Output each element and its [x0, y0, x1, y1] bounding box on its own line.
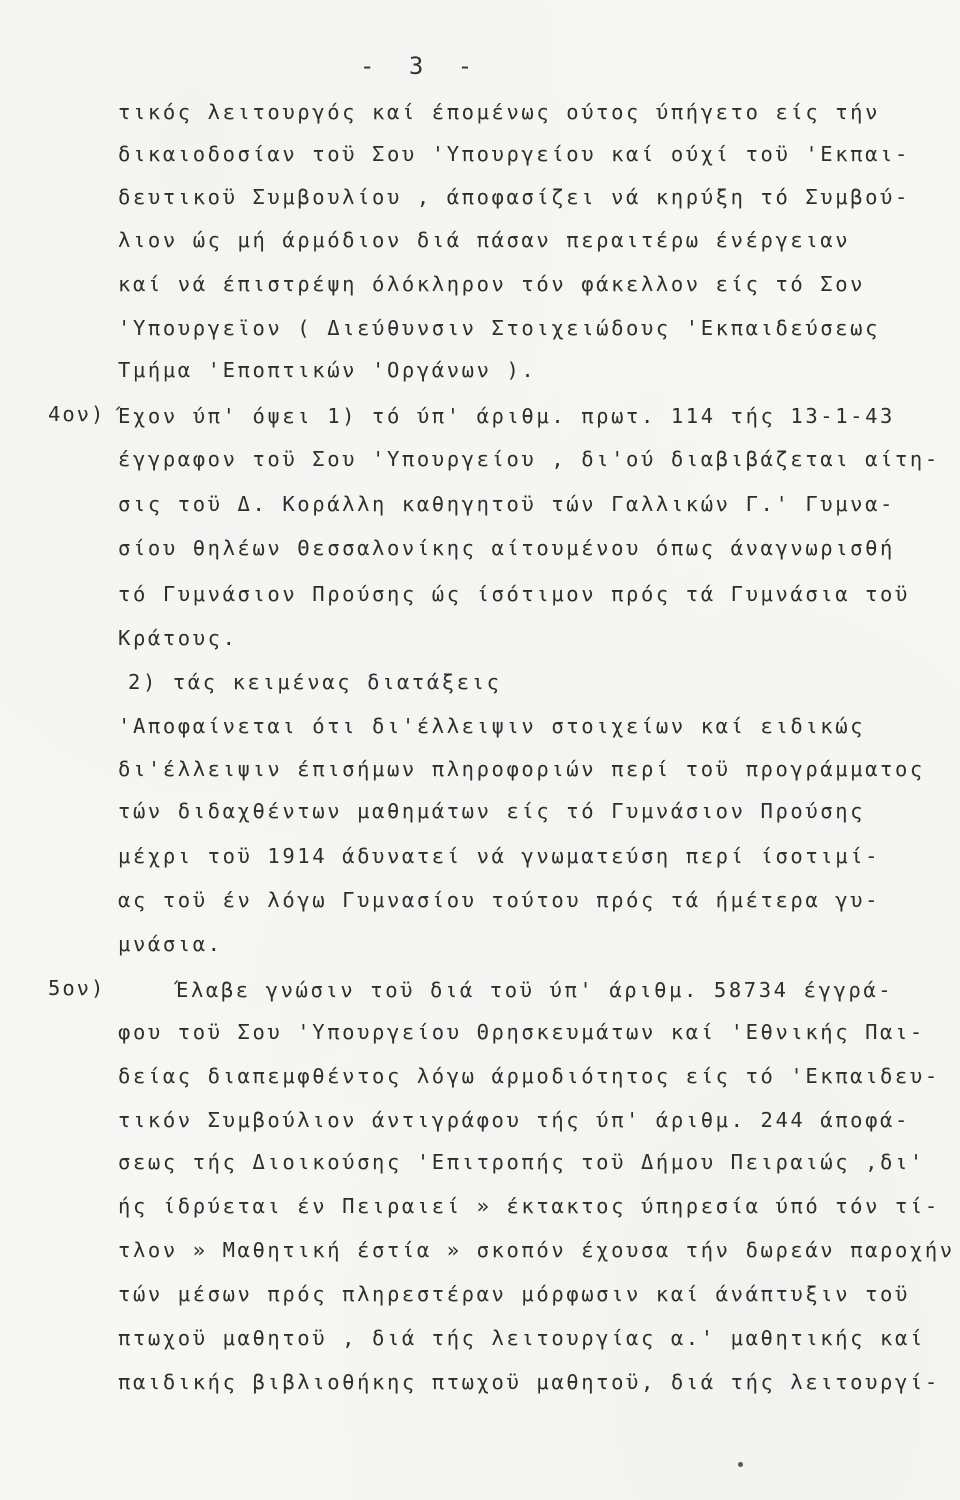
text-line-24: τικόν Συμβούλιον άντιγράφου τής ύπ' άριθμ. 244 άποφά- [118, 1108, 910, 1132]
text-line-6: 'Υπουργεϊον ( Διεύθυνσιν Στοιχειώδους 'Εκπαιδεύσεως [118, 316, 881, 340]
text-line-1: τικός λειτουργός καί έπομένως ούτος ύπήγετο είς τήν [118, 100, 881, 124]
text-line-21: Έλαβε γνώσιν τοϋ διά τοϋ ύπ' άριθμ. 58734 έγγρά- [176, 978, 894, 1002]
item-marker-5: 5ον) [48, 976, 106, 1000]
text-line-5: καί νά έπιστρέψη όλόκληρον τόν φάκελλον είς τό Σον [118, 272, 866, 296]
text-line-15: 'Αποφαίνεται ότι δι'έλλειψιν στοιχείων καί ειδικώς [118, 714, 866, 738]
ink-dot [738, 1462, 743, 1467]
text-line-22: φου τοϋ Σου 'Υπουργείου Θρησκευμάτων καί 'Εθνικής Παι- [118, 1020, 925, 1044]
text-line-7: Τμήμα 'Εποπτικών 'Οργάνων ). [118, 358, 537, 382]
text-line-14: 2) τάς κειμένας διατάξεις [128, 670, 502, 694]
text-line-12: τό Γυμνάσιον Προύσης ώς ίσότιμον πρός τά Γυμνάσια τοϋ [118, 582, 910, 606]
text-line-28: τών μέσων πρός πληρεστέραν μόρφωσιν καί άνάπτυξιν τοϋ [118, 1282, 910, 1306]
text-line-4: λιον ώς μή άρμόδιον διά πάσαν περαιτέρω ένέργειαν [118, 228, 851, 252]
text-line-27: τλον » Μαθητική έστία » σκοπόν έχουσα τήν δωρεάν παροχήν [118, 1238, 955, 1262]
text-line-3: δευτικοϋ Συμβουλίου , άποφασίζει νά κηρύξη τό Συμβού- [118, 185, 910, 209]
text-line-2: δικαιοδοσίαν τοϋ Σου 'Υπουργείου καί ούχί τοϋ 'Εκπαι- [118, 142, 910, 166]
text-line-26: ής ίδρύεται έν Πειραιεί » έκτακτος ύπηρεσία ύπό τόν τί- [118, 1194, 940, 1218]
text-line-23: δείας διαπεμφθέντος λόγω άρμοδιότητος είς τό 'Εκπαιδευ- [118, 1064, 940, 1088]
text-line-10: σις τοϋ Δ. Κοράλλη καθηγητοϋ τών Γαλλικών Γ.' Γυμνα- [118, 492, 895, 516]
text-line-20: μνάσια. [118, 932, 223, 956]
text-line-29: πτωχοϋ μαθητοϋ , διά τής λειτουργίας α.' μαθητικής καί [118, 1326, 925, 1350]
page-number: - 3 - [360, 52, 483, 80]
text-line-9: έγγραφον τοϋ Σου 'Υπουργείου , δι'ού διαβιβάζεται αίτη- [118, 447, 940, 471]
text-line-8: Έχον ύπ' όψει 1) τό ύπ' άριθμ. πρωτ. 114 τής 13-1-43 [118, 404, 895, 428]
text-line-16: δι'έλλειψιν έπισήμων πληροφοριών περί τοϋ προγράμματος [118, 757, 925, 781]
text-line-25: σεως τής Διοικούσης 'Επιτροπής τοϋ Δήμου Πειραιώς ,δι' [118, 1150, 925, 1174]
text-line-13: Κράτους. [118, 626, 238, 650]
text-line-30: παιδικής βιβλιοθήκης πτωχοϋ μαθητοϋ, διά τής λειτουργί- [118, 1370, 940, 1394]
text-line-18: μέχρι τοϋ 1914 άδυνατεί νά γνωματεύση περί ίσοτιμί- [118, 844, 881, 868]
item-marker-4: 4ον) [48, 402, 106, 426]
text-line-11: σίου θηλέων Θεσσαλονίκης αίτουμένου όπως άναγνωρισθή [118, 536, 895, 560]
text-line-19: ας τοϋ έν λόγω Γυμνασίου τούτου πρός τά ήμέτερα γυ- [118, 888, 881, 912]
text-line-17: τών διδαχθέντων μαθημάτων είς τό Γυμνάσιον Προύσης [118, 799, 866, 823]
